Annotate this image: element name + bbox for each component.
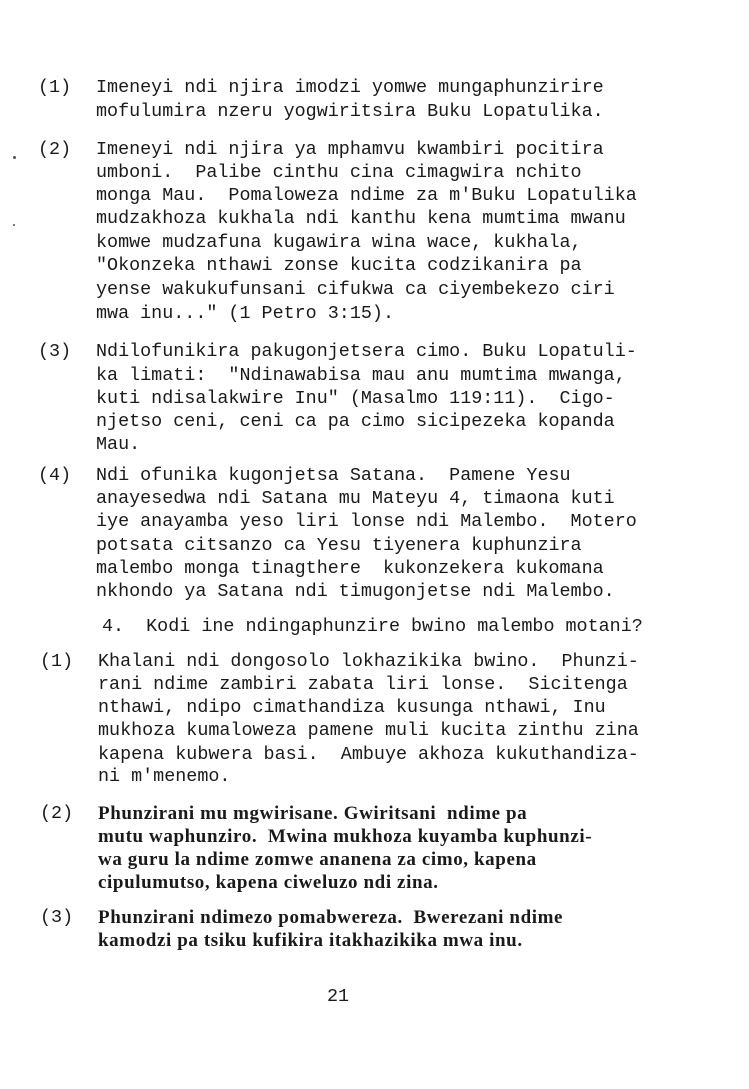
paragraph-line: Ndi ofunika kugonjetsa Satana. Pamene Yesu [96, 465, 571, 486]
paragraph-line: malembo monga tinagthere kukonzekera kukomana [96, 558, 604, 579]
paragraph-line: potsata citsanzo ca Yesu tiyenera kuphunzira [96, 535, 582, 556]
paragraph-line: mukhoza kumaloweza pamene muli kucita zinthu zina [98, 720, 639, 741]
paragraph-line: iye anayamba yeso liri lonse ndi Malembo. Motero [96, 511, 637, 532]
paragraph-line: ni m'menemo. [98, 766, 231, 787]
paragraph-line: kuti ndisalakwire Inu" (Masalmo 119:11). Cigo- [96, 388, 615, 409]
item-number: (3) [38, 341, 72, 362]
scan-speck [13, 224, 15, 226]
paragraph-line: nthawi, ndipo cimathandiza kusunga nthawi, Inu [98, 697, 606, 718]
paragraph-line: Ndilofunikira pakugonjetsera cimo. Buku Lopatuli- [96, 341, 637, 362]
paragraph-line: Phunzirani ndimezo pomabwereza. Bwerezani ndime [98, 907, 564, 928]
paragraph-line: mofulumira nzeru yogwiritsira Buku Lopatulika. [96, 101, 604, 122]
paragraph-line: mudzakhoza kukhala ndi kanthu kena mumtima mwanu [96, 208, 626, 229]
item-number: (1) [38, 77, 72, 98]
item-number: (2) [38, 139, 72, 160]
paragraph-line: kapena kubwera basi. Ambuye akhoza kukuthandiza- [98, 744, 639, 765]
paragraph-line: ka limati: "Ndinawabisa mau anu mumtima mwanga, [96, 365, 626, 386]
paragraph-line: nkhondo ya Satana ndi timugonjetse ndi Malembo. [96, 581, 615, 602]
item-number: (4) [38, 465, 72, 486]
item-number: (1) [40, 651, 74, 672]
paragraph-line: Khalani ndi dongosolo lokhazikika bwino. Phunzi- [98, 651, 639, 672]
paragraph-line: rani ndime zambiri zabata liri lonse. Sicitenga [98, 674, 628, 695]
paragraph-line: Mau. [96, 434, 141, 455]
paragraph-line: umboni. Palibe cinthu cina cimagwira nchito [96, 162, 582, 183]
paragraph-line: yense wakukufunsani cifukwa ca ciyembekezo ciri [96, 279, 615, 300]
paragraph-line: wa guru la ndime zomwe ananena za cimo, kapena [98, 849, 537, 870]
paragraph-line: Phunzirani mu mgwirisane. Gwiritsani ndime pa [98, 803, 528, 824]
paragraph-line: kamodzi pa tsiku kufikira itakhazikika mwa inu. [98, 930, 523, 951]
item-number: (2) [40, 803, 74, 824]
paragraph-line: cipulumutso, kapena ciweluzo ndi zina. [98, 872, 439, 893]
paragraph-line: Imeneyi ndi njira ya mphamvu kwambiri pocitira [96, 139, 604, 160]
scan-speck [13, 156, 16, 159]
paragraph-line: "Okonzeka nthawi zonse kucita codzikanira pa [96, 255, 582, 276]
paragraph-line: komwe mudzafuna kugawira wina wace, kukhala, [96, 232, 582, 253]
paragraph-line: mwa inu..." (1 Petro 3:15). [96, 303, 394, 324]
page-number: 21 [327, 986, 350, 1007]
paragraph-line: Imeneyi ndi njira imodzi yomwe mungaphunzirire [96, 77, 604, 98]
paragraph-line: njetso ceni, ceni ca pa cimo sicipezeka kopanda [96, 411, 615, 432]
paragraph-line: mutu waphunziro. Mwina mukhoza kuyamba kuphunzi- [98, 826, 593, 847]
paragraph-line: monga Mau. Pomaloweza ndime za m'Buku Lopatulika [96, 185, 637, 206]
section-heading: 4. Kodi ine ndingaphunzire bwino malembo motani? [102, 616, 643, 637]
paragraph-line: anayesedwa ndi Satana mu Mateyu 4, timaona kuti [96, 488, 615, 509]
item-number: (3) [40, 907, 74, 928]
